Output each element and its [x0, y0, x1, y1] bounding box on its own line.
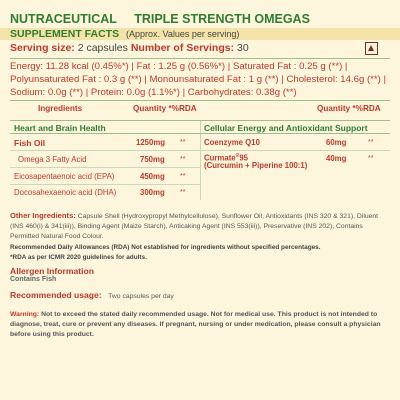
divider: [10, 100, 390, 101]
ingredient-coq10: Coenzyme Q10: [204, 138, 260, 147]
brand-header: [10, 12, 310, 26]
qty-curmate: 40mg: [326, 154, 347, 163]
warning-label: Warning:: [10, 311, 40, 318]
qty-omega-3: 750mg: [140, 155, 165, 164]
usage-label: Recommended usage:: [10, 290, 102, 300]
rda-dha: **: [180, 189, 186, 196]
registered-mark: ®: [235, 153, 240, 159]
servings-count-value: 30: [237, 42, 249, 54]
curmate-name: Curmate: [204, 153, 236, 163]
nutrition-monounsaturated-fat: Monounsaturated Fat : 1 g (**) |: [149, 74, 284, 85]
other-ingredients-text: Capsule Shell (Hydroxypropyl Methylcellulose), Sunflower Oil, Antioxidants (INS 320 & 321), Diluent (INS 460(i) & 341(iii)), Binding Agent (Maize Starch), Anticaking Agent (INS 553(iii)), Preservative (INS 202), Contains Permitted Natural Food Colour.: [10, 213, 379, 240]
row-divider: [10, 184, 200, 185]
serving-size-value: 2 capsules: [77, 42, 128, 54]
nutrition-protein: Protein: 0.0g (1.1%*) |: [90, 87, 186, 98]
supplement-facts-title: [10, 28, 239, 40]
other-ingredients: [10, 211, 390, 242]
rda-note-line2: *RDA as per ICMR 2020 guidelines for adults.: [10, 254, 147, 261]
rda-fish-oil: **: [180, 139, 186, 146]
non-veg-symbol-icon: [365, 42, 378, 55]
rda-note-line1: Recommended Daily Allowances (RDA) Not established for ingredients without specified percentages.: [10, 244, 321, 251]
allergen-title: Allergen Information: [10, 266, 95, 276]
rda-omega-3: **: [180, 156, 186, 163]
section-heart-brain-health: Heart and Brain Health: [10, 120, 200, 134]
nutrition-sodium: Sodium: 0.0g (**) |: [10, 87, 89, 98]
nutrition-polyunsaturated-fat: Polyunsaturated Fat : 0.3 g (**) |: [10, 74, 147, 85]
supplement-facts-subtitle: (Approx. Values per serving): [126, 29, 240, 39]
supplement-facts-label: SUPPLEMENT FACTS: [10, 28, 120, 40]
serving-size-label: Serving size:: [10, 42, 75, 54]
nutrition-fat: Fat : 1.25 g (0.56%*) |: [136, 61, 231, 72]
serving-info: [10, 42, 249, 54]
product-name: TRIPLE STRENGTH OMEGAS: [134, 12, 310, 26]
curmate-suffix: 95: [239, 153, 249, 163]
qty-dha: 300mg: [140, 188, 165, 197]
quantity-rda-header-right: Quantity *%RDA: [317, 104, 381, 113]
recommended-usage: [10, 290, 174, 300]
rda-epa: **: [180, 173, 186, 180]
row-divider: [10, 150, 200, 151]
nutrition-energy: Energy: 11.28 kcal (0.45%*) |: [10, 61, 134, 72]
nutrition-values: [10, 60, 390, 99]
ingredient-omega-3: Omega 3 Fatty Acid: [18, 155, 87, 164]
warning: [10, 310, 390, 340]
ingredients-header: Ingredients: [38, 104, 83, 113]
qty-coq10: 60mg: [326, 138, 347, 147]
qty-epa: 450mg: [140, 172, 165, 181]
nutrition-saturated-fat: Saturated Fat : 0.25 g (**) |: [232, 61, 348, 72]
divider: [10, 58, 390, 59]
usage-value: Two capsules per day: [108, 293, 174, 300]
row-divider: [10, 167, 200, 168]
rda-coq10: **: [368, 139, 374, 146]
quantity-rda-header-left: Quantity *%RDA: [133, 104, 197, 113]
ingredient-epa: Eicosapentaenoic acid (EPA): [14, 172, 115, 181]
qty-fish-oil: 1250mg: [136, 138, 166, 147]
ingredient-fish-oil: Fish Oil: [14, 138, 46, 148]
row-divider: [200, 150, 390, 151]
ingredient-curmate-detail: (Curcumin + Piperine 100:1): [204, 161, 308, 170]
rda-curmate: **: [368, 155, 374, 162]
other-ingredients-label: Other Ingredients:: [10, 211, 76, 220]
brand-name: NUTRACEUTICAL: [10, 12, 117, 26]
nutrition-cholesterol: Cholesterol: 14.6g (**) |: [286, 74, 386, 85]
rda-note: [10, 243, 320, 263]
servings-count-label: Number of Servings:: [130, 42, 235, 54]
section-cellular-energy: Cellular Energy and Antioxidant Support: [200, 120, 390, 134]
warning-text: Not to exceed the stated daily recommended usage. Not for medical use. This product is not intended to diagnose, treat, cure or prevent any diseases. If pregnant, nursing or under medication, please consult a physician before using this product.: [10, 311, 381, 338]
ingredient-dha: Docosahexaenoic acid (DHA): [14, 188, 117, 197]
allergen-value: Contains Fish: [10, 276, 57, 283]
nutrition-carbohydrates: Carbohydrates: 0.38g (**): [187, 87, 297, 98]
